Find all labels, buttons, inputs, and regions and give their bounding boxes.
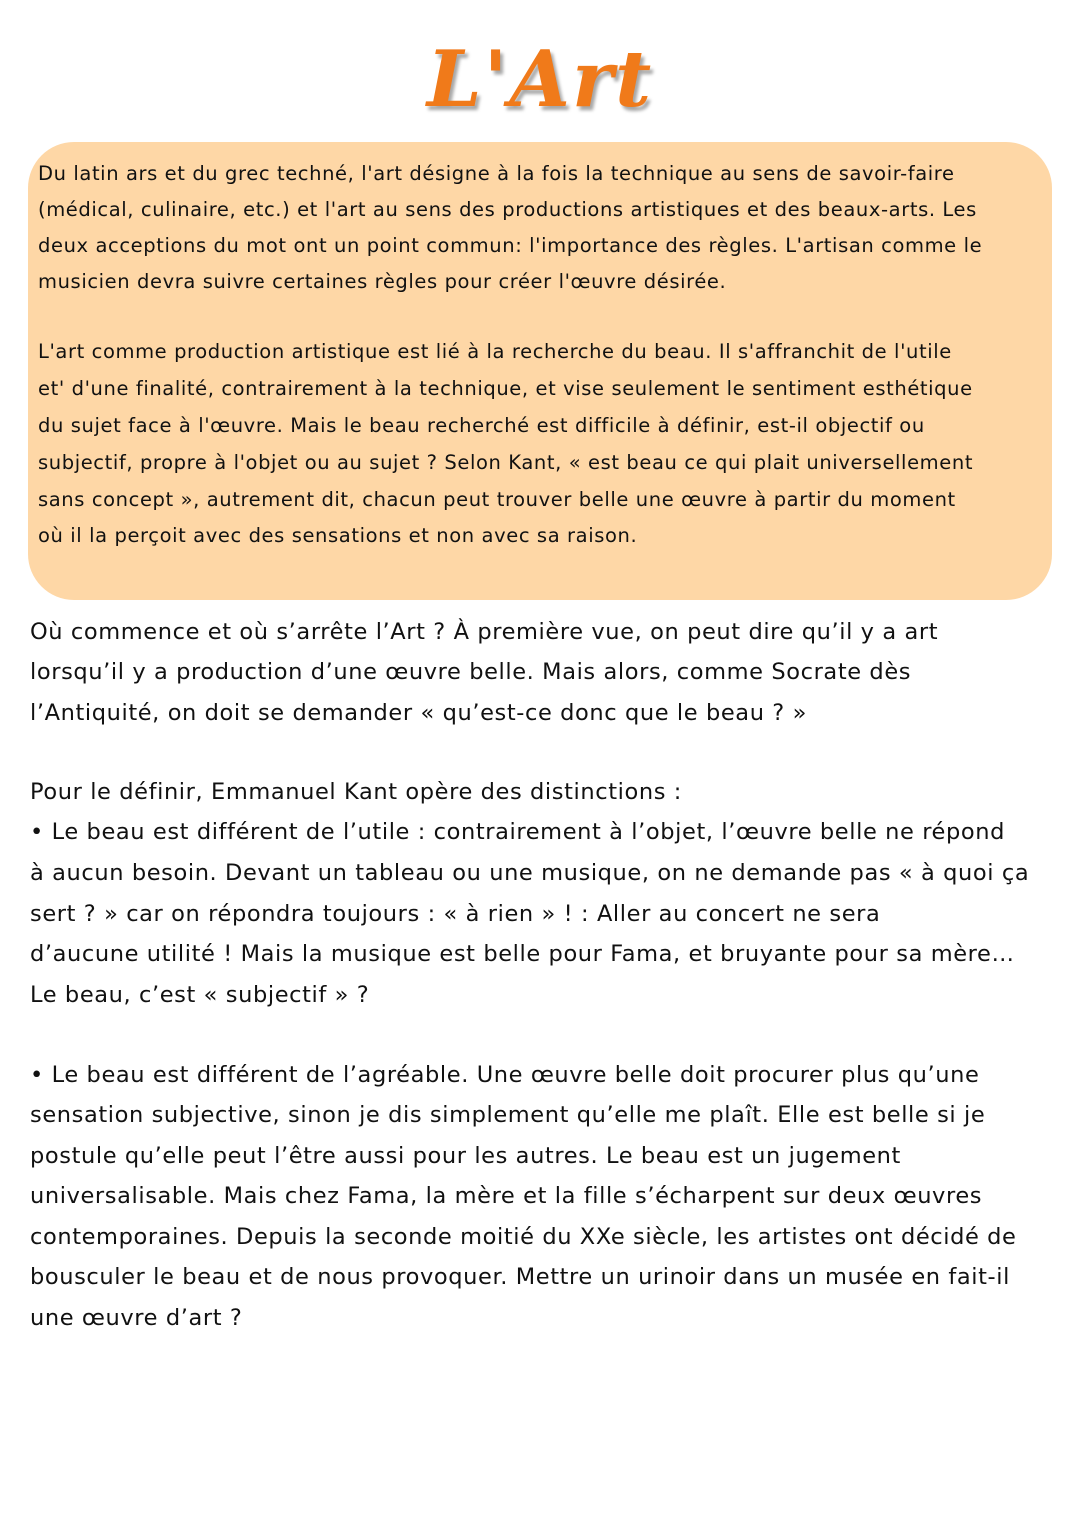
page-title: L'Art	[426, 34, 654, 125]
body-line: postule qu’elle peut l’être aussi pour les autres. Le beau est un jugement	[30, 1143, 901, 1169]
body-line: contemporaines. Depuis la seconde moitié du XXe siècle, les artistes ont décidé de	[30, 1224, 1017, 1250]
body-line: Le beau, c’est « subjectif » ?	[30, 982, 370, 1008]
intro-line: (médical, culinaire, etc.) et l'art au sens des productions artistiques et des beaux-arts. Les	[38, 198, 977, 221]
intro-line: deux acceptions du mot ont un point commun: l'importance des règles. L'artisan comme le	[38, 234, 983, 257]
body-line: d’aucune utilité ! Mais la musique est belle pour Fama, et bruyante pour sa mère…	[30, 941, 1015, 967]
body-line: l’Antiquité, on doit se demander « qu’est-ce donc que le beau ? »	[30, 700, 807, 726]
intro-line: subjectif, propre à l'objet ou au sujet ? Selon Kant, « est beau ce qui plait universellement	[38, 451, 974, 474]
intro-line: du sujet face à l'œuvre. Mais le beau recherché est difficile à définir, est-il objectif ou	[38, 414, 925, 437]
intro-line: où il la perçoit avec des sensations et non avec sa raison.	[38, 524, 638, 547]
body-line: à aucun besoin. Devant un tableau ou une musique, on ne demande pas « à quoi ça	[30, 860, 1030, 886]
body-line: Où commence et où s’arrête l’Art ? À première vue, on peut dire qu’il y a art	[30, 619, 939, 645]
body-line: sert ? » car on répondra toujours : « à rien » ! : Aller au concert ne sera	[30, 901, 881, 927]
body-line: sensation subjective, sinon je dis simplement qu’elle me plaît. Elle est belle si je	[30, 1102, 986, 1128]
intro-line: musicien devra suivre certaines règles pour créer l'œuvre désirée.	[38, 270, 727, 293]
intro-line: et' d'une finalité, contrairement à la technique, et vise seulement le sentiment esthétique	[38, 377, 973, 400]
intro-line: sans concept », autrement dit, chacun peut trouver belle une œuvre à partir du moment	[38, 488, 956, 511]
body-line: lorsqu’il y a production d’une œuvre belle. Mais alors, comme Socrate dès	[30, 659, 912, 685]
intro-line: Du latin ars et du grec techné, l'art désigne à la fois la technique au sens de savoir-faire	[38, 162, 955, 185]
body-line: • Le beau est différent de l’agréable. Une œuvre belle doit procurer plus qu’une	[30, 1062, 980, 1088]
body-line: une œuvre d’art ?	[30, 1305, 243, 1331]
intro-line: L'art comme production artistique est lié à la recherche du beau. Il s'affranchit de l'utile	[38, 340, 952, 363]
body-line: bousculer le beau et de nous provoquer. Mettre un urinoir dans un musée en fait-il	[30, 1264, 1010, 1290]
body-line: Pour le définir, Emmanuel Kant opère des distinctions :	[30, 779, 682, 805]
body-line: • Le beau est différent de l’utile : contrairement à l’objet, l’œuvre belle ne répond	[30, 819, 1005, 845]
intro-box	[28, 142, 1052, 600]
body-line: universalisable. Mais chez Fama, la mère et la fille s’écharpent sur deux œuvres	[30, 1183, 983, 1209]
